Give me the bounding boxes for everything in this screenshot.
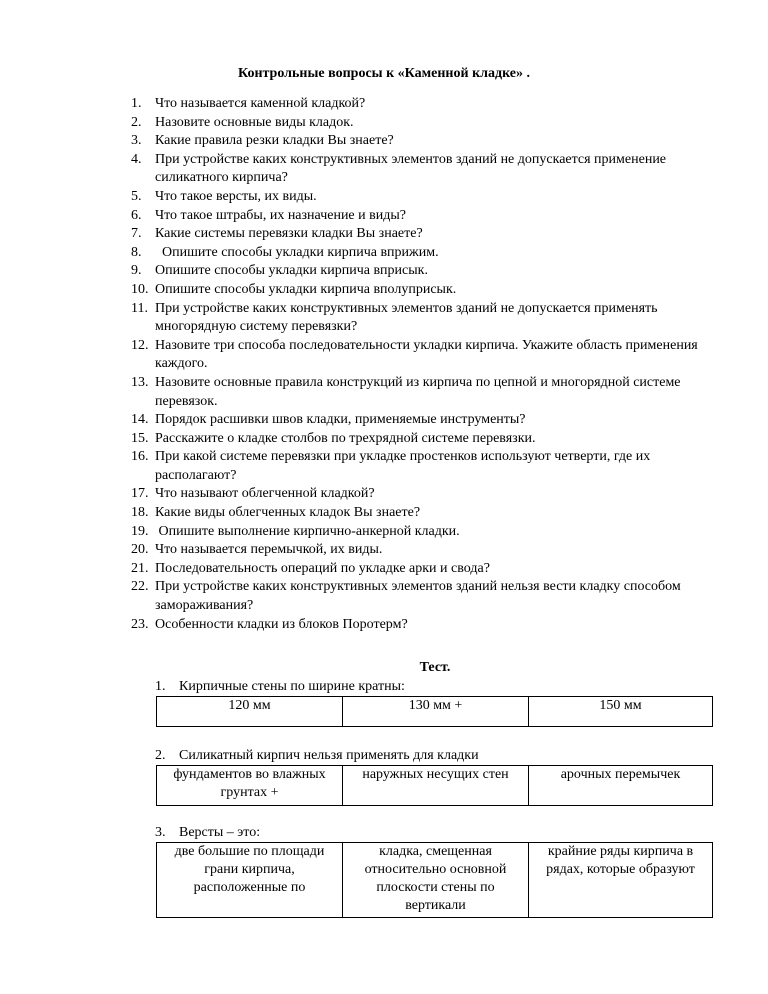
- item-text: Расскажите о кладке столбов по трехрядной системе перевязки.: [155, 430, 536, 446]
- answer-table-2: [156, 765, 713, 806]
- item-text: При устройстве каких конструктивных элементов зданий нельзя вести кладку способом замораживания?: [155, 579, 681, 614]
- answer-option: крайние ряды кирпича в рядах, которые образуют: [529, 843, 713, 918]
- list-item: [131, 281, 715, 300]
- item-text: Особенности кладки из блоков Поротерм?: [155, 616, 408, 632]
- page-title: Контрольные вопросы к «Каменной кладке» .: [237, 66, 531, 81]
- item-number: 12.: [131, 337, 149, 353]
- question-number: 1.: [155, 679, 166, 694]
- answer-option: 150 мм: [529, 697, 713, 727]
- list-item: [131, 504, 715, 523]
- question-number: 2.: [155, 748, 166, 763]
- list-item: [131, 374, 715, 411]
- answer-table-1: [156, 696, 713, 727]
- list-item: [131, 188, 715, 207]
- item-number: 10.: [131, 281, 149, 297]
- list-item: [131, 132, 715, 151]
- question-text: Версты – это:: [179, 825, 261, 840]
- item-text: Опишите способы укладки кирпича вприсык.: [155, 263, 428, 279]
- item-number: 19.: [131, 523, 149, 539]
- item-text: При устройстве каких конструктивных элементов зданий не допускается применение силикатного кирпича?: [155, 151, 667, 186]
- item-text: Какие правила резки кладки Вы знаете?: [155, 133, 394, 149]
- answer-option: 120 мм: [157, 697, 343, 727]
- list-item: [131, 114, 715, 133]
- list-item: [131, 578, 715, 615]
- item-number: 3.: [131, 133, 142, 149]
- list-item: [131, 262, 715, 281]
- item-number: 14.: [131, 412, 149, 428]
- item-number: 9.: [131, 263, 142, 279]
- item-number: 15.: [131, 430, 149, 446]
- list-item: [131, 151, 715, 188]
- item-text: Назовите основные виды кладок.: [155, 114, 354, 130]
- list-item: [131, 560, 715, 579]
- question-number: 3.: [155, 825, 166, 840]
- item-text: Что называют облегченной кладкой?: [155, 486, 375, 502]
- list-item: [131, 411, 715, 430]
- list-item: [131, 448, 715, 485]
- item-number: 5.: [131, 188, 142, 204]
- list-item: [131, 485, 715, 504]
- item-number: 4.: [131, 151, 142, 167]
- item-text: Назовите основные правила конструкций из кирпича по цепной и многорядной системе перевязок.: [155, 374, 681, 409]
- item-text: Последовательность операций по укладке арки и свода?: [155, 560, 490, 576]
- list-item: [131, 430, 715, 449]
- answer-option: арочных перемычек: [529, 766, 713, 806]
- list-item: [131, 95, 715, 114]
- test-title: Тест.: [419, 660, 451, 675]
- list-item: [131, 523, 715, 542]
- list-item: [131, 244, 715, 263]
- item-number: 8.: [131, 244, 142, 260]
- item-text: Что называется перемычкой, их виды.: [155, 542, 383, 558]
- item-number: 22.: [131, 579, 149, 595]
- list-item: [131, 207, 715, 226]
- item-text: Порядок расшивки швов кладки, применяемые инструменты?: [155, 412, 526, 428]
- item-number: 21.: [131, 560, 149, 576]
- list-item: [131, 337, 715, 374]
- item-number: 17.: [131, 486, 149, 502]
- item-number: 2.: [131, 114, 142, 130]
- item-text: Что такое штрабы, их назначение и виды?: [155, 207, 406, 223]
- question-text: Силикатный кирпич нельзя применять для кладки: [179, 748, 479, 763]
- item-number: 20.: [131, 542, 149, 558]
- answer-option: 130 мм +: [343, 697, 529, 727]
- item-text: При устройстве каких конструктивных элементов зданий не допускается применять многорядную систему перевязки?: [155, 300, 658, 335]
- item-text: Опишите способы укладки кирпича вполуприсык.: [155, 281, 457, 297]
- item-text: Что такое версты, их виды.: [155, 188, 317, 204]
- item-number: 1.: [131, 96, 142, 111]
- list-item: [131, 616, 715, 635]
- answer-table-3: [156, 842, 713, 918]
- item-number: 6.: [131, 207, 142, 223]
- list-item: [131, 300, 715, 337]
- test-question-3: [155, 825, 260, 841]
- answer-option: наружных несущих стен: [343, 766, 529, 806]
- item-text: Что называется каменной кладкой?: [155, 96, 366, 111]
- item-number: 13.: [131, 374, 149, 390]
- item-text: При какой системе перевязки при укладке простенков используют четверти, где их располагают?: [155, 449, 651, 483]
- item-number: 23.: [131, 616, 149, 632]
- answer-option: две большие по площади грани кирпича, расположенные по: [157, 843, 343, 918]
- item-text: Назовите три способа последовательности укладки кирпича. Укажите область применения каждого.: [155, 337, 698, 372]
- item-text: Опишите способы укладки кирпича вприжим.: [155, 244, 439, 260]
- item-text: Какие системы перевязки кладки Вы знаете?: [155, 226, 423, 242]
- item-text: Опишите выполнение кирпично-анкерной кладки.: [155, 523, 460, 539]
- item-number: 16.: [131, 449, 149, 465]
- list-item: [131, 225, 715, 244]
- test-question-2: [155, 748, 479, 764]
- question-list: [131, 95, 715, 634]
- list-item: [131, 541, 715, 560]
- answer-option: фундаментов во влажных грунтах +: [157, 766, 343, 806]
- test-question-1: [155, 679, 405, 695]
- question-text: Кирпичные стены по ширине кратны:: [179, 679, 405, 694]
- answer-option: кладка, смещенная относительно основной плоскости стены по вертикали: [343, 843, 529, 918]
- item-number: 18.: [131, 505, 149, 521]
- item-number: 11.: [131, 300, 148, 316]
- item-number: 7.: [131, 226, 142, 242]
- item-text: Какие виды облегченных кладок Вы знаете?: [155, 505, 421, 521]
